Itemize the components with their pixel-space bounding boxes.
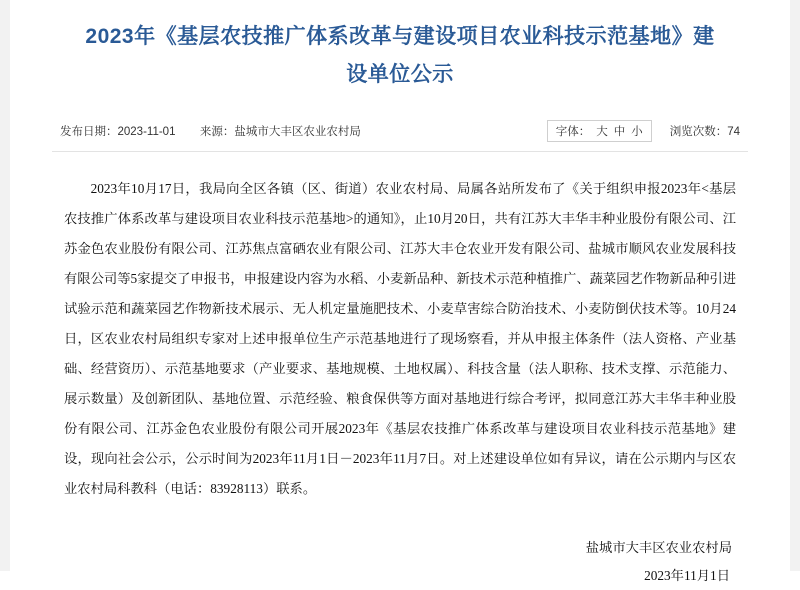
header-divider: [52, 151, 748, 152]
page-right-gutter: [790, 0, 800, 571]
meta-right-group: [547, 120, 744, 142]
signature-date: 2023年11月1日: [644, 568, 730, 583]
publish-date: 发布日期：2023-11-01: [60, 126, 176, 138]
font-size-small-button[interactable]: 小: [631, 126, 643, 138]
meta-left-group: [60, 123, 361, 139]
source: 来源：盐城市大丰区农业农村局: [199, 126, 361, 138]
page-left-gutter: [0, 0, 10, 571]
view-count: 浏览次数：74: [669, 126, 740, 138]
signature-org: 盐城市大丰区农业农村局: [585, 540, 732, 555]
font-size-large-button[interactable]: 大: [596, 126, 608, 138]
document-content: [10, 0, 790, 583]
font-size-control[interactable]: [547, 120, 652, 142]
document-signature: [64, 534, 732, 590]
font-size-medium-button[interactable]: 中: [613, 126, 626, 138]
body-paragraph: 2023年10月17日，我局向全区各镇（区、街道）农业农村局、局属各站所发布了《关于组织申报2023年<基层农技推广体系改革与建设项目农业科技示范基地>的通知》，止10月20日，共有江苏大丰华丰种业股份有限公司、江苏金色农业股份有限公司、江苏焦点富硒农业有限公司、江苏大丰仓农业开发有限公司、盐城市顺风农业发展科技有限公司等5家提交了申报书，申报建设内容为水稻、小麦新品种、新技术示范种植推广、蔬菜园艺作物新品种引进试验示范和蔬菜园艺作物新技术展示、无人机定量施肥技术、小麦草害综合防治技术、小麦防倒伏技术等。10月24日，区农业农村局组织专家对上述申报单位生产示范基地进行了现场察看，并从申报主体条件（法人资格、产业基础、经营资历）、示范基地要求（产业要求、基地规模、土地权属）、科技含量（法人职称、技术支撑、示范能力、展示数量）及创新团队、基地位置、示范经验、粮食保供等方面对基地进行综合考评，拟同意江苏大丰华丰种业股份有限公司、江苏金色农业股份有限公司开展2023年《基层农技推广体系改革与建设项目农业科技示范基地》建设，现向社会公示，公示时间为2023年11月1日－2023年11月7日。对上述建设单位如有异议，请在公示期内与区农业农村局科教科（电话：83928113）联系。: [64, 181, 736, 496]
document-meta-row: [52, 120, 748, 142]
font-size-label: 字体：: [555, 126, 591, 138]
page-title: 2023年《基层农技推广体系改革与建设项目农业科技示范基地》建设单位公示: [85, 25, 715, 86]
document-body: [64, 174, 736, 504]
